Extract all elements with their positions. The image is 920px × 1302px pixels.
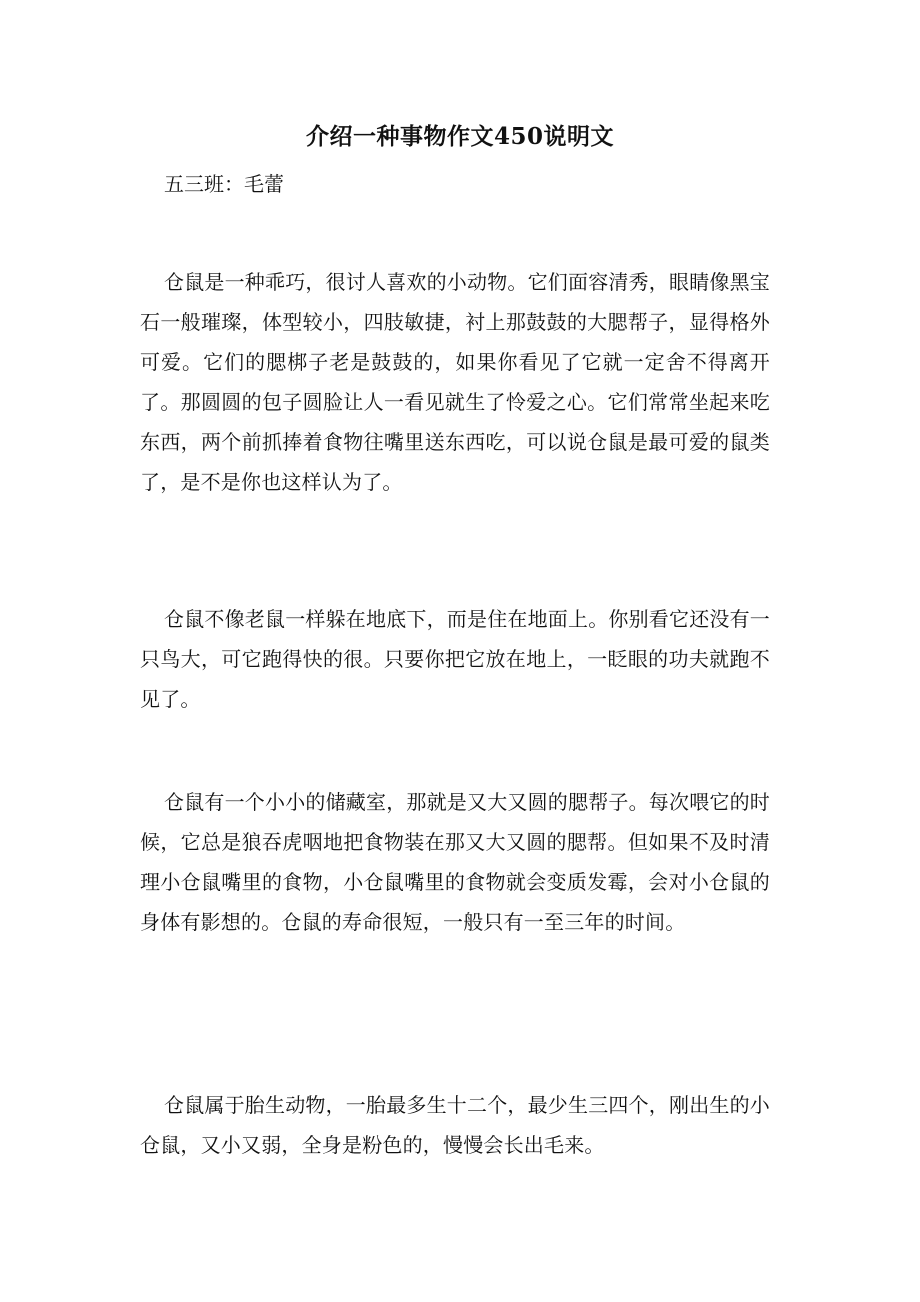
paragraph-4: 仓鼠属于胎生动物，一胎最多生十二个，最少生三四个，刚出生的小仓鼠，又小又弱，全身是粉色的，慢慢会长出毛来。 xyxy=(140,1093,770,1157)
paragraph-2: 仓鼠不像老鼠一样躲在地底下，而是住在地面上。你别看它还没有一只鸟大，可它跑得快的很。只要你把它放在地上，一眨眼的功夫就跑不见了。 xyxy=(140,607,770,711)
author-line: 五三班：毛蕾 xyxy=(164,172,284,196)
paragraph-3: 仓鼠有一个小小的储藏室，那就是又大又圆的腮帮子。每次喂它的时候，它总是狼吞虎咽地把食物装在那又大又圆的腮帮。但如果不及时清理小仓鼠嘴里的食物，小仓鼠嘴里的食物就会变质发霉，会对小仓鼠的身体有影想的。仓鼠的寿命很短，一般只有一至三年的时间。 xyxy=(140,790,770,934)
page-title: 介绍一种事物作文450说明文 xyxy=(305,123,614,150)
paragraph-1: 仓鼠是一种乖巧，很讨人喜欢的小动物。它们面容清秀，眼睛像黑宝石一般璀璨，体型较小，四肢敏捷，衬上那鼓鼓的大腮帮子，显得格外可爱。它们的腮梆子老是鼓鼓的，如果你看见了它就一定舍不得离开了。那圆圆的包子圆脸让人一看见就生了怜爱之心。它们常常坐起来吃东西，两个前抓捧着食物往嘴里送东西吃，可以说仓鼠是最可爱的鼠类了，是不是你也这样认为了。 xyxy=(140,270,770,494)
